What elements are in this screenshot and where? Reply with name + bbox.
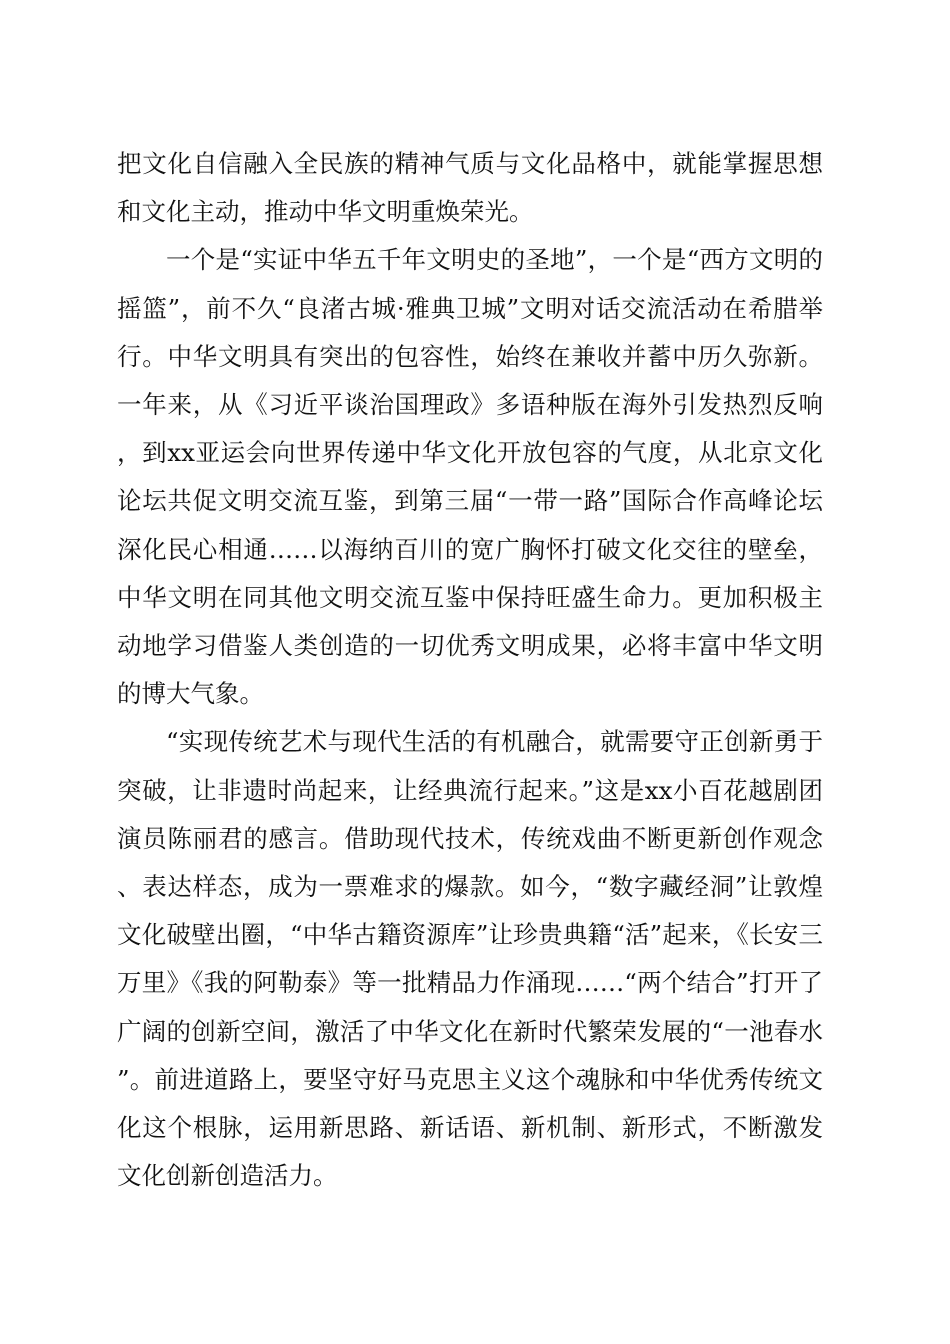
- paragraph-continued: 把文化自信融入全民族的精神气质与文化品格中，就能掌握思想和文化主动，推动中华文明重焕荣光。: [117, 149, 823, 227]
- paragraph-tradition-innovation: “实现传统艺术与现代生活的有机融合，就需要守正创新勇于突破，让非遗时尚起来，让经典流行起来。”这是xx小百花越剧团演员陈丽君的感言。借助现代技术，传统戏曲不断更新创作观念、表达样态，成为一票难求的爆款。如今，“数字藏经洞”让敦煌文化破壁出圈，“中华古籍资源库”让珍贵典籍“活”起来，《长安三万里》《我的阿勒泰》等一批精品力作涌现……“两个结合”打开了广阔的创新空间，激活了中华文化在新时代繁荣发展的“一池春水”。前进道路上，要坚守好马克思主义这个魂脉和中华优秀传统文化这个根脉，运用新思路、新话语、新机制、新形式，不断激发文化创新创造活力。: [117, 727, 823, 1191]
- document-body: [117, 140, 823, 1200]
- paragraph-civilization-exchange: 一个是“实证中华五千年文明史的圣地”，一个是“西方文明的摇篮”，前不久“良渚古城·雅典卫城”文明对话交流活动在希腊举行。中华文明具有突出的包容性，始终在兼收并蓄中历久弥新。一年来，从《习近平谈治国理政》多语种版在海外引发热烈反响，到xx亚运会向世界传递中华文化开放包容的气度，从北京文化论坛共促文明交流互鉴，到第三届“一带一路”国际合作高峰论坛深化民心相通……以海纳百川的宽广胸怀打破文化交往的壁垒，中华文明在同其他文明交流互鉴中保持旺盛生命力。更加积极主动地学习借鉴人类创造的一切优秀文明成果，必将丰富中华文明的博大气象。: [117, 245, 823, 709]
